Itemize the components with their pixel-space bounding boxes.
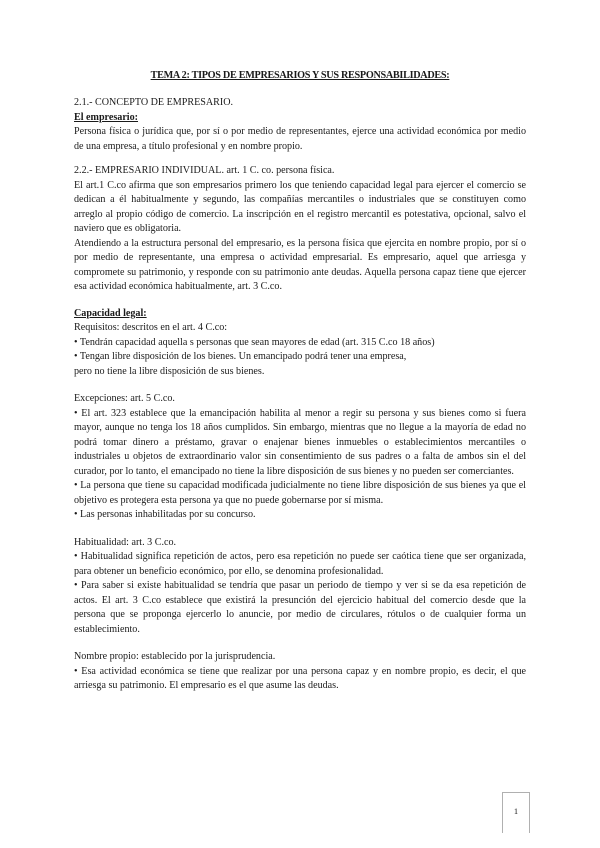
habitualidad-heading: Habitualidad: art. 3 C.co.	[74, 536, 177, 548]
bullet-mayores-edad: • Tendrán capacidad aquella s personas que sean mayores de edad (art. 315 C.co 18 años)	[74, 336, 435, 348]
document-body	[74, 96, 526, 694]
bullet-art323: • El art. 323 establece que la emancipación habilita al menor a regir su persona y sus bienes como si fuera mayor, aunque no tenga los 18 años cumplidos. Sin embargo, mientras que no llegue a la mayoría de edad no podrá tomar dinero a préstamo, gravar o enajenar bienes inmuebles o establecimientos mercantiles o industriales u objetos de extraordinario valor sin consentimiento de sus padres o a falta de ambos sin el del curador, por lo tanto, el emancipado no tiene la libre disposición de sus bienes y no pueden ser comerciantes.	[74, 407, 526, 477]
section-heading-concepto: 2.1.- CONCEPTO DE EMPRESARIO.	[74, 97, 234, 108]
document-title: TEMA 2: TIPOS DE EMPRESARIOS Y SUS RESPONSABILIDADES:	[150, 70, 450, 81]
excepciones-heading: Excepciones: art. 5 C.co.	[74, 393, 175, 404]
paragraph-definicion: Persona física o jurídica que, por sí o por medio de representantes, ejerce una actividad económica por medio de una empresa, a título profesional y en nombre propio.	[74, 126, 526, 152]
page-number: 1	[502, 792, 530, 833]
nombre-propio-heading: Nombre propio: establecido por la jurisprudencia.	[74, 651, 276, 662]
requisitos-line: Requisitos: descritos en el art. 4 C.co:	[74, 322, 228, 333]
bullet-libre-disposicion: • Tengan libre disposición de los bienes. Un emancipado podrá tener una empresa,	[74, 351, 407, 362]
subheading-capacidad-legal: Capacidad legal:	[74, 307, 147, 319]
bullet-libre-disposicion-cont: pero no tiene la libre disposición de sus bienes.	[74, 365, 265, 377]
section-heading-individual: 2.2.- EMPRESARIO INDIVIDUAL. art. 1 C. co. persona física.	[74, 165, 335, 176]
bullet-habitualidad-definicion: • Habitualidad significa repetición de actos, pero esa repetición no puede ser caótica tiene que ser organizada, para obtener un beneficio económico, por ello, se denomina profesionalidad.	[74, 551, 526, 577]
bullet-capacidad-modificada: • La persona que tiene su capacidad modificada judicialmente no tiene libre disposición de sus bienes ya que el objetivo es protegera esta persona ya que no puede gobernarse por sí misma.	[74, 480, 526, 506]
paragraph-estructura: Atendiendo a la estructura personal del empresario, es la persona física que ejercita en nombre propio, por sí o por medio de representante, una empresa o actividad empresarial. Es empresario, aquel que arriesga y compromete su patrimonio, y responde con su patrimonio ante deudas. Aquella persona capaz tiene que ejercer esa actividad económica habitualmente, art. 3 C.co.	[74, 237, 526, 292]
bullet-nombre-propio: • Esa actividad económica se tiene que realizar por una persona capaz y en nombre propio, es decir, el que arriesga su patrimonio. El empresario es el que asume las deudas.	[74, 665, 526, 691]
subheading-empresario: El empresario:	[74, 111, 139, 123]
bullet-inhabilitadas: • Las personas inhabilitadas por su concurso.	[74, 509, 256, 520]
bullet-habitualidad-presuncion: • Para saber si existe habitualidad se tendría que pasar un periodo de tiempo y ver si se da esa repetición de actos. El art. 3 C.co establece que existirá la presunción del ejercicio habitual del comercio desde que la persona que se proponga ejercerlo lo anuncie, por medio de circulares, rótulos o de cualquier forma un establecimiento.	[74, 580, 526, 635]
paragraph-art1: El art.1 C.co afirma que son empresarios primero los que teniendo capacidad legal para ejercer el comercio se dedican a él habitualmente y segundo, las compañías mercantiles o industriales que se constituyen como arreglo al propio código de comercio. La inscripción en el registro mercantil es potestativa, opcional, salvo el naviero que es obligatoria.	[74, 179, 526, 234]
